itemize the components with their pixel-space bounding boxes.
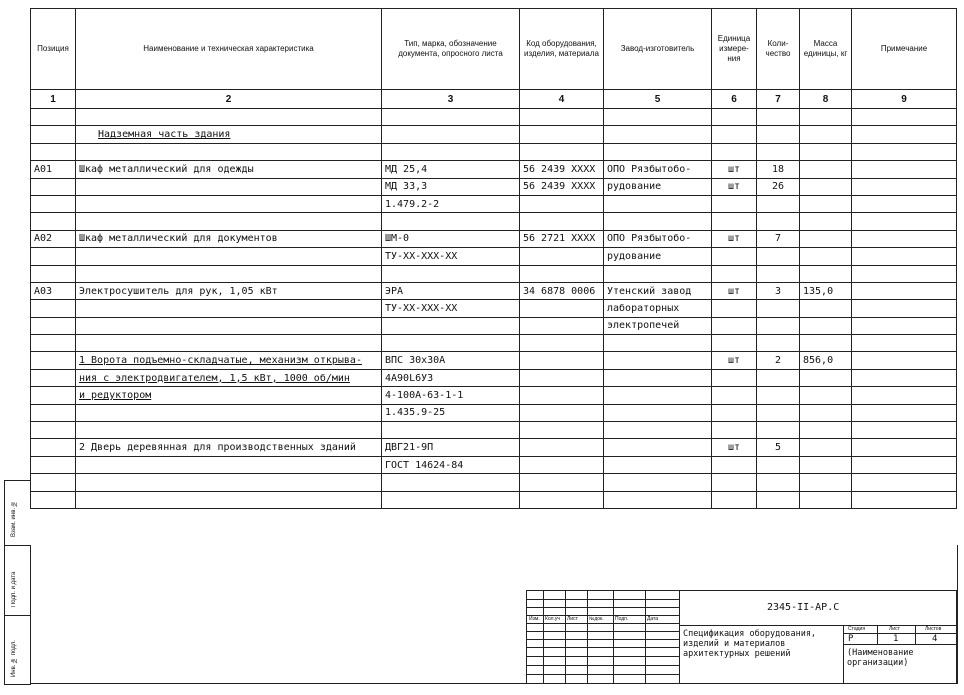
cell-mass <box>800 456 852 473</box>
cell-mass <box>800 491 852 508</box>
specification-body <box>31 109 957 509</box>
table-row <box>31 230 957 247</box>
cell-mass <box>800 178 852 195</box>
cell-position <box>31 265 76 282</box>
col-number: 6 <box>712 90 757 109</box>
header-note: Примечание <box>852 9 957 90</box>
table-row <box>31 178 957 195</box>
table-row <box>31 317 957 334</box>
col-number: 9 <box>852 90 957 109</box>
strip-label: Подп. и дата <box>11 571 17 607</box>
cell-quantity <box>757 126 800 143</box>
cell-name <box>76 300 382 317</box>
cell-mass <box>800 422 852 439</box>
cell-unit <box>712 474 757 491</box>
table-row <box>31 456 957 473</box>
cell-mass <box>800 439 852 456</box>
cell-mass <box>800 387 852 404</box>
cell-maker: электропечей <box>604 317 712 334</box>
header-code: Код оборудования, изделия, материала <box>520 9 604 90</box>
cell-maker: ОПО Рязбытобо- <box>604 230 712 247</box>
cell-maker <box>604 369 712 386</box>
cell-maker <box>604 335 712 352</box>
cell-quantity <box>757 248 800 265</box>
cell-unit <box>712 335 757 352</box>
cell-mass <box>800 230 852 247</box>
cell-note <box>852 126 957 143</box>
cell-note <box>852 387 957 404</box>
cell-type: ГОСТ 14624-84 <box>382 456 520 473</box>
strip-cell-sign <box>5 545 31 616</box>
cell-unit: шт <box>712 161 757 178</box>
sheet-value: 1 <box>893 634 899 644</box>
cell-mass <box>800 335 852 352</box>
table-row <box>31 195 957 212</box>
cell-name: 1 Ворота подъемно-складчатые, механизм открыва- <box>76 352 382 369</box>
cell-note <box>852 178 957 195</box>
strip-cell-inventory <box>5 615 31 683</box>
table-row <box>31 335 957 352</box>
cell-position <box>31 491 76 508</box>
table-row <box>31 248 957 265</box>
cell-quantity <box>757 474 800 491</box>
cell-maker: Утенский завод <box>604 282 712 299</box>
cell-code <box>520 248 604 265</box>
cell-maker: рудование <box>604 178 712 195</box>
cell-name: ния с электродвигателем, 1,5 кВт, 1000 об/мин <box>76 369 382 386</box>
revision-cell <box>587 674 614 684</box>
cell-unit <box>712 195 757 212</box>
cell-type: ТУ-ХХ-ХХХ-ХХ <box>382 248 520 265</box>
cell-quantity <box>757 387 800 404</box>
cell-note <box>852 161 957 178</box>
revision-cell <box>645 674 680 684</box>
table-row <box>31 265 957 282</box>
cell-note <box>852 265 957 282</box>
cell-code <box>520 300 604 317</box>
cell-mass <box>800 300 852 317</box>
cell-note <box>852 335 957 352</box>
title-block <box>526 590 957 684</box>
cell-quantity <box>757 335 800 352</box>
cell-unit: шт <box>712 352 757 369</box>
sheets-label: Листов <box>925 626 942 632</box>
cell-position <box>31 422 76 439</box>
cell-position <box>31 213 76 230</box>
cell-name: и редуктором <box>76 387 382 404</box>
cell-type: 4-100А-63-1-1 <box>382 387 520 404</box>
cell-quantity <box>757 265 800 282</box>
cell-mass <box>800 317 852 334</box>
col-number: 5 <box>604 90 712 109</box>
cell-position <box>31 335 76 352</box>
cell-position: А01 <box>31 161 76 178</box>
cell-maker: лабораторных <box>604 300 712 317</box>
cell-quantity <box>757 143 800 160</box>
cell-maker <box>604 126 712 143</box>
stage-value: Р <box>848 634 854 644</box>
cell-note <box>852 456 957 473</box>
cell-position <box>31 143 76 160</box>
cell-type <box>382 335 520 352</box>
cell-unit <box>712 491 757 508</box>
cell-type: МД 25,4 <box>382 161 520 178</box>
revision-col-label: Дата <box>647 616 659 622</box>
cell-mass <box>800 474 852 491</box>
cell-position <box>31 248 76 265</box>
cell-code: 56 2439 XXXX <box>520 178 604 195</box>
cell-quantity <box>757 109 800 126</box>
strip-cell-replace <box>5 481 31 546</box>
cell-note <box>852 352 957 369</box>
cell-name: Электросушитель для рук, 1,05 кВт <box>76 282 382 299</box>
cell-maker <box>604 491 712 508</box>
table-row <box>31 352 957 369</box>
cell-unit <box>712 213 757 230</box>
table-row <box>31 491 957 508</box>
cell-type: ДВГ21-9П <box>382 439 520 456</box>
cell-maker <box>604 387 712 404</box>
cell-type: 4А90L6У3 <box>382 369 520 386</box>
cell-position <box>31 317 76 334</box>
cell-unit: шт <box>712 282 757 299</box>
cell-note <box>852 230 957 247</box>
table-row <box>31 213 957 230</box>
cell-position <box>31 404 76 421</box>
cell-mass <box>800 195 852 212</box>
cell-unit <box>712 387 757 404</box>
cell-note <box>852 300 957 317</box>
cell-type: 1.479.2-2 <box>382 195 520 212</box>
cell-code: 56 2721 XXXX <box>520 230 604 247</box>
cell-note <box>852 404 957 421</box>
cell-position <box>31 387 76 404</box>
cell-unit <box>712 126 757 143</box>
cell-mass: 856,0 <box>800 352 852 369</box>
cell-quantity <box>757 195 800 212</box>
cell-code <box>520 213 604 230</box>
revision-col-label: №док. <box>589 616 604 622</box>
cell-name <box>76 404 382 421</box>
cell-quantity <box>757 369 800 386</box>
cell-maker <box>604 439 712 456</box>
revision-cell <box>613 674 646 684</box>
cell-type <box>382 474 520 491</box>
cell-mass <box>800 126 852 143</box>
revision-col-label: Лист <box>567 616 578 622</box>
cell-note <box>852 195 957 212</box>
col-number: 4 <box>520 90 604 109</box>
cell-name: Шкаф металлический для одежды <box>76 161 382 178</box>
cell-unit <box>712 369 757 386</box>
cell-maker <box>604 422 712 439</box>
cell-type: 1.435.9-25 <box>382 404 520 421</box>
cell-unit: шт <box>712 230 757 247</box>
cell-quantity: 3 <box>757 282 800 299</box>
cell-name <box>76 474 382 491</box>
cell-position <box>31 474 76 491</box>
cell-unit <box>712 300 757 317</box>
cell-code <box>520 456 604 473</box>
cell-maker <box>604 404 712 421</box>
table-row <box>31 109 957 126</box>
cell-unit <box>712 456 757 473</box>
cell-name <box>76 456 382 473</box>
specification-table <box>30 8 957 509</box>
revision-cell <box>527 674 544 684</box>
cell-name <box>76 317 382 334</box>
cell-maker <box>604 109 712 126</box>
cell-unit <box>712 109 757 126</box>
cell-maker <box>604 474 712 491</box>
cell-quantity: 7 <box>757 230 800 247</box>
cell-type: ВПС 30х30А <box>382 352 520 369</box>
cell-mass <box>800 161 852 178</box>
cell-note <box>852 369 957 386</box>
cell-type: ЭРА <box>382 282 520 299</box>
cell-code <box>520 352 604 369</box>
cell-code <box>520 335 604 352</box>
cell-code <box>520 439 604 456</box>
cell-mass <box>800 109 852 126</box>
doc-code: 2345-II-АР.С <box>767 602 840 613</box>
cell-unit <box>712 317 757 334</box>
cell-maker <box>604 195 712 212</box>
cell-position <box>31 369 76 386</box>
revision-cell <box>565 674 588 684</box>
cell-quantity: 26 <box>757 178 800 195</box>
table-row <box>31 474 957 491</box>
cell-maker <box>604 213 712 230</box>
col-number: 8 <box>800 90 852 109</box>
cell-unit <box>712 404 757 421</box>
cell-note <box>852 317 957 334</box>
org-name: (Наименование организации) <box>847 648 914 668</box>
cell-mass <box>800 248 852 265</box>
cell-type <box>382 213 520 230</box>
cell-name <box>76 248 382 265</box>
table-row <box>31 143 957 160</box>
table-row <box>31 300 957 317</box>
cell-mass: 135,0 <box>800 282 852 299</box>
cell-type: МД 33,3 <box>382 178 520 195</box>
cell-maker: ОПО Рязбытобо- <box>604 161 712 178</box>
cell-code <box>520 474 604 491</box>
cell-code <box>520 422 604 439</box>
cell-position <box>31 300 76 317</box>
cell-mass <box>800 265 852 282</box>
cell-code <box>520 195 604 212</box>
table-row <box>31 282 957 299</box>
col-number: 7 <box>757 90 800 109</box>
cell-quantity: 18 <box>757 161 800 178</box>
cell-type: ШМ-0 <box>382 230 520 247</box>
header-position: Позиция <box>31 9 76 90</box>
cell-name <box>76 195 382 212</box>
header-type: Тип, марка, обозначение документа, опросного листа <box>382 9 520 90</box>
cell-unit: шт <box>712 178 757 195</box>
cell-code <box>520 317 604 334</box>
cell-name <box>76 265 382 282</box>
cell-maker <box>604 143 712 160</box>
cell-quantity <box>757 491 800 508</box>
cell-type <box>382 422 520 439</box>
table-row <box>31 126 957 143</box>
cell-mass <box>800 404 852 421</box>
cell-position <box>31 195 76 212</box>
left-margin-strip <box>4 480 31 685</box>
cell-name: 2 Дверь деревянная для производственных зданий <box>76 439 382 456</box>
cell-code: 56 2439 XXXX <box>520 161 604 178</box>
table-row <box>31 369 957 386</box>
cell-unit <box>712 265 757 282</box>
cell-code <box>520 265 604 282</box>
cell-note <box>852 282 957 299</box>
table-row <box>31 387 957 404</box>
col-number: 1 <box>31 90 76 109</box>
header-unit: Единица измере-ния <box>712 9 757 90</box>
sheet-label: Лист <box>889 626 900 632</box>
cell-note <box>852 213 957 230</box>
cell-unit <box>712 143 757 160</box>
strip-label: Инв. № подл. <box>11 640 17 677</box>
revision-col-label: Кол.уч <box>545 616 560 622</box>
cell-code <box>520 109 604 126</box>
cell-quantity: 2 <box>757 352 800 369</box>
cell-name <box>76 143 382 160</box>
cell-type <box>382 143 520 160</box>
cell-type <box>382 126 520 143</box>
cell-mass <box>800 369 852 386</box>
col-number: 3 <box>382 90 520 109</box>
col-number: 2 <box>76 90 382 109</box>
cell-mass <box>800 143 852 160</box>
cell-quantity <box>757 317 800 334</box>
cell-name: Надземная часть здания <box>76 126 382 143</box>
cell-name <box>76 422 382 439</box>
revision-col-label: Подп. <box>615 616 629 622</box>
cell-note <box>852 109 957 126</box>
cell-maker: рудование <box>604 248 712 265</box>
cell-unit <box>712 248 757 265</box>
cell-code <box>520 126 604 143</box>
cell-name <box>76 335 382 352</box>
cell-quantity <box>757 300 800 317</box>
stage-label: Стадия <box>848 626 866 632</box>
cell-type: ТУ-ХХ-ХХХ-ХХ <box>382 300 520 317</box>
header-maker: Завод-изготовитель <box>604 9 712 90</box>
column-number-row <box>31 90 957 109</box>
cell-code <box>520 387 604 404</box>
cell-code: 34 6878 0006 <box>520 282 604 299</box>
revision-col-label: Изм. <box>529 616 540 622</box>
cell-code <box>520 143 604 160</box>
cell-mass <box>800 213 852 230</box>
cell-position <box>31 352 76 369</box>
cell-position <box>31 109 76 126</box>
cell-quantity <box>757 422 800 439</box>
cell-type <box>382 317 520 334</box>
cell-name <box>76 109 382 126</box>
strip-label: Взам. инв. № <box>11 500 17 537</box>
cell-position <box>31 439 76 456</box>
table-row <box>31 439 957 456</box>
cell-type <box>382 265 520 282</box>
cell-note <box>852 422 957 439</box>
cell-position: А03 <box>31 282 76 299</box>
cell-position: А02 <box>31 230 76 247</box>
cell-position <box>31 178 76 195</box>
table-row <box>31 161 957 178</box>
cell-unit: шт <box>712 439 757 456</box>
cell-note <box>852 248 957 265</box>
cell-name: Шкаф металлический для документов <box>76 230 382 247</box>
cell-name <box>76 491 382 508</box>
cell-code <box>520 369 604 386</box>
cell-maker <box>604 265 712 282</box>
cell-note <box>852 143 957 160</box>
cell-maker <box>604 352 712 369</box>
cell-type <box>382 109 520 126</box>
cell-quantity: 5 <box>757 439 800 456</box>
cell-name <box>76 213 382 230</box>
doc-title: Спецификация оборудования, изделий и материалов архитектурных решений <box>683 629 817 659</box>
cell-unit <box>712 422 757 439</box>
cell-position <box>31 456 76 473</box>
cell-quantity <box>757 456 800 473</box>
cell-code <box>520 404 604 421</box>
cell-position <box>31 126 76 143</box>
sheets-value: 4 <box>932 634 938 644</box>
header-mass: Масса единицы, кг <box>800 9 852 90</box>
header-quantity: Коли-чество <box>757 9 800 90</box>
cell-quantity <box>757 213 800 230</box>
cell-note <box>852 439 957 456</box>
cell-note <box>852 491 957 508</box>
cell-name <box>76 178 382 195</box>
cell-maker <box>604 456 712 473</box>
cell-type <box>382 491 520 508</box>
table-row <box>31 422 957 439</box>
header-name: Наименование и техническая характеристика <box>76 9 382 90</box>
table-row <box>31 404 957 421</box>
revision-cell <box>543 674 566 684</box>
cell-code <box>520 491 604 508</box>
cell-note <box>852 474 957 491</box>
cell-quantity <box>757 404 800 421</box>
header-row <box>31 9 957 90</box>
